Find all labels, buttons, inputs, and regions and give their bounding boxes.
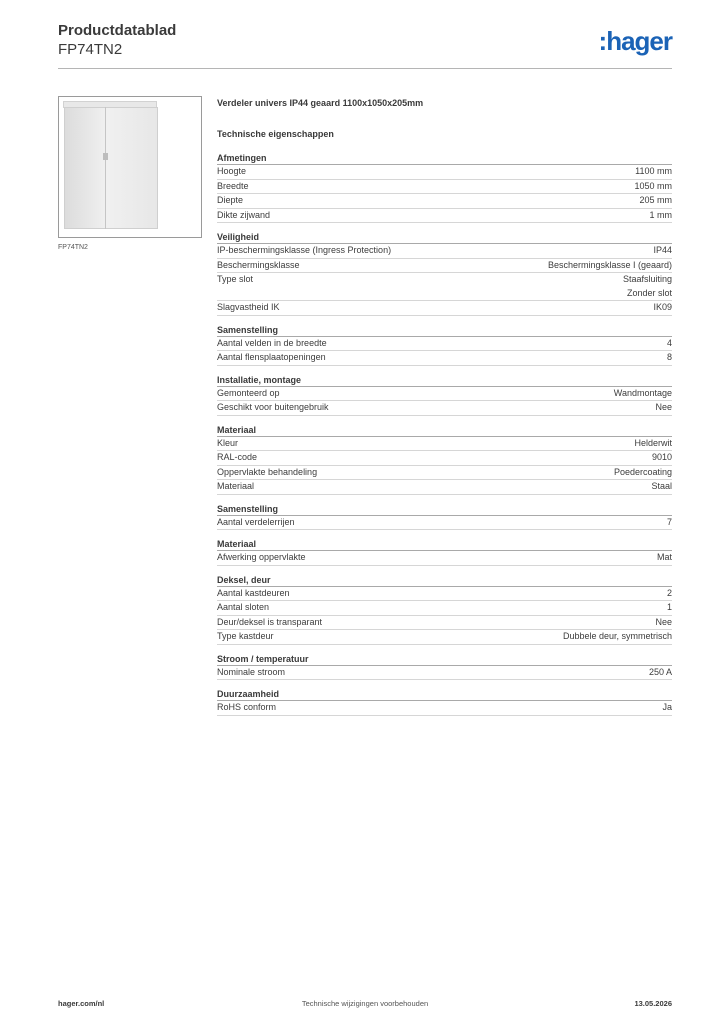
section-title: Stroom / temperatuur — [217, 652, 672, 666]
spec-label: Slagvastheid IK — [217, 302, 280, 312]
spec-label: Type kastdeur — [217, 631, 274, 641]
spec-label: Gemonteerd op — [217, 387, 280, 398]
section-title: Veiligheid — [217, 230, 672, 244]
spec-row — [217, 351, 672, 366]
section-title: Deksel, deur — [217, 573, 672, 587]
spec-label: Materiaal — [217, 481, 255, 491]
spec-value: 205 mm — [639, 195, 672, 205]
product-image — [58, 96, 202, 238]
spec-sections — [217, 151, 672, 716]
section-title: Duurzaamheid — [217, 687, 672, 701]
spec-row — [217, 630, 672, 645]
spec-value: Poedercoating — [613, 466, 672, 477]
spec-label: Breedte — [217, 180, 249, 191]
spec-row — [217, 601, 672, 616]
section-title: Afmetingen — [217, 151, 672, 165]
spec-section — [217, 230, 672, 316]
spec-value: Nee — [655, 402, 672, 412]
spec-value: 250 A — [648, 666, 672, 677]
page-footer — [58, 999, 672, 1011]
cabinet-door-seam — [105, 107, 106, 229]
spec-value: Mat — [656, 552, 672, 562]
product-specifications — [217, 96, 672, 716]
spec-row — [217, 587, 672, 602]
product-code: FP74TN2 — [58, 41, 123, 58]
product-name: Verdeler univers IP44 geaard 1100x1050x205mm — [217, 98, 424, 108]
spec-value: 8 — [666, 352, 672, 362]
spec-label: Deur/deksel is transparant — [217, 616, 323, 627]
hager-logo: :hager — [598, 26, 672, 56]
spec-value: Wandmontage — [613, 387, 672, 398]
spec-section — [217, 151, 672, 223]
footer-website[interactable]: hager.com/nl — [58, 999, 105, 1008]
spec-row — [217, 451, 672, 466]
spec-label: Aantal velden in de breedte — [217, 337, 327, 348]
spec-section — [217, 573, 672, 645]
spec-section — [217, 502, 672, 531]
spec-row — [217, 480, 672, 495]
spec-row — [217, 273, 672, 301]
section-title: Materiaal — [217, 423, 672, 437]
spec-row — [217, 180, 672, 195]
spec-label: Geschikt voor buitengebruik — [217, 402, 329, 412]
spec-label: Aantal kastdeuren — [217, 587, 290, 598]
spec-section — [217, 323, 672, 366]
page-header — [58, 22, 672, 68]
spec-row — [217, 209, 672, 224]
spec-label: Afwerking oppervlakte — [217, 552, 306, 562]
spec-row — [217, 387, 672, 402]
spec-label: Hoogte — [217, 166, 247, 176]
spec-label: IP-beschermingsklasse (Ingress Protection) — [217, 245, 392, 255]
header-divider — [58, 68, 672, 69]
section-title: Samenstelling — [217, 323, 672, 337]
spec-label: Dikte zijwand — [217, 209, 271, 220]
spec-value: 9010 — [651, 452, 672, 462]
spec-section — [217, 537, 672, 566]
spec-row — [217, 337, 672, 352]
spec-value: 1100 mm — [635, 166, 672, 176]
spec-value: 1 mm — [649, 209, 672, 220]
spec-label: Aantal flensplaatopeningen — [217, 352, 326, 362]
spec-value: Nee — [655, 616, 672, 627]
spec-value: Staafsluiting Zonder slot — [622, 274, 672, 298]
spec-label: Oppervlakte behandeling — [217, 466, 318, 477]
spec-label: Kleur — [217, 437, 239, 448]
spec-label: Beschermingsklasse — [217, 259, 300, 270]
technical-properties-heading: Technische eigenschappen — [217, 129, 334, 139]
spec-row — [217, 244, 672, 259]
cabinet-handle — [103, 153, 108, 160]
spec-section — [217, 423, 672, 495]
spec-label: Nominale stroom — [217, 666, 286, 677]
spec-label: Type slot — [217, 274, 254, 284]
spec-label: Aantal sloten — [217, 602, 270, 612]
spec-row — [217, 616, 672, 631]
spec-row — [217, 551, 672, 566]
spec-row — [217, 701, 672, 716]
section-title: Samenstelling — [217, 502, 672, 516]
spec-row — [217, 165, 672, 180]
footer-date: 13.05.2026 — [634, 999, 672, 1008]
spec-value: 1050 mm — [634, 180, 672, 191]
spec-value: Ja — [662, 702, 672, 712]
spec-row — [217, 194, 672, 209]
spec-label: Diepte — [217, 195, 244, 205]
spec-row — [217, 259, 672, 274]
spec-value: Beschermingsklasse I (geaard) — [547, 259, 672, 270]
spec-section — [217, 652, 672, 681]
spec-value: Helderwit — [634, 437, 672, 448]
spec-value: Dubbele deur, symmetrisch — [562, 631, 672, 641]
spec-value: 1 — [666, 602, 672, 612]
section-title: Materiaal — [217, 537, 672, 551]
spec-row — [217, 401, 672, 416]
spec-row — [217, 666, 672, 681]
spec-label: Aantal verdelerrijen — [217, 516, 295, 527]
spec-section — [217, 687, 672, 716]
document-title: Productdatablad — [58, 22, 177, 39]
image-caption: FP74TN2 — [58, 244, 88, 251]
spec-value: 2 — [666, 587, 672, 598]
spec-value: IK09 — [653, 302, 672, 312]
spec-row — [217, 437, 672, 452]
spec-label: RoHS conform — [217, 702, 277, 712]
spec-section — [217, 373, 672, 416]
spec-value: Staal — [651, 481, 672, 491]
section-title: Installatie, montage — [217, 373, 672, 387]
spec-row — [217, 301, 672, 316]
spec-value: IP44 — [653, 245, 672, 255]
spec-row — [217, 466, 672, 481]
spec-value: 4 — [666, 337, 672, 348]
spec-row — [217, 516, 672, 531]
spec-value: 7 — [666, 516, 672, 527]
cabinet-body — [64, 107, 158, 229]
footer-disclaimer: Technische wijzigingen voorbehouden — [301, 999, 429, 1008]
spec-label: RAL-code — [217, 452, 258, 462]
